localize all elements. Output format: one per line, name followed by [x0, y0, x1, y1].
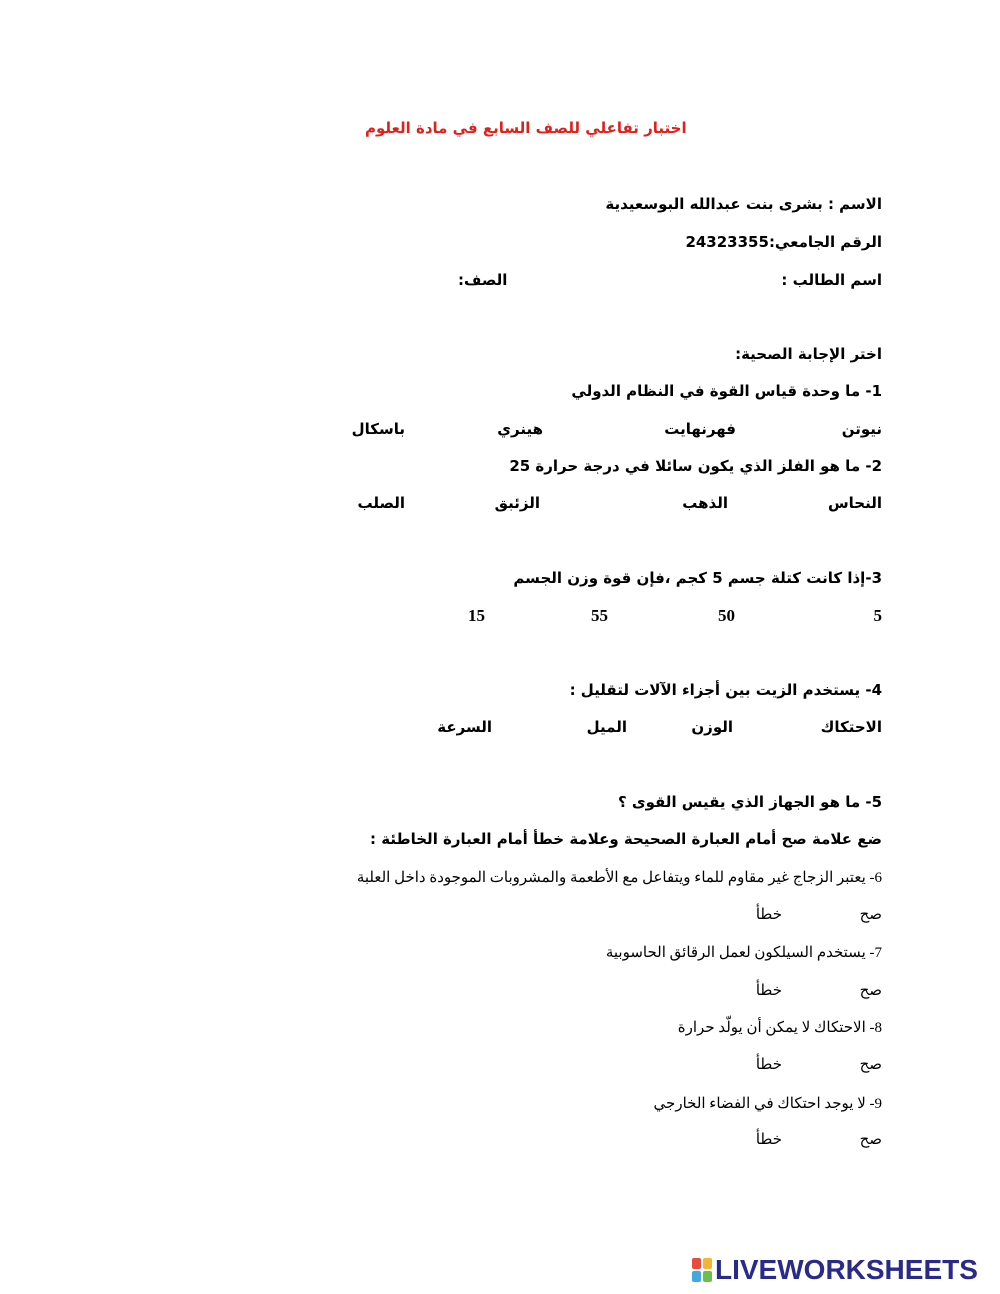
student-name-label: اسم الطالب : [781, 271, 882, 289]
section-choose-title: اختر الإجابة الصحية: [735, 345, 882, 363]
liveworksheets-logo [692, 1255, 978, 1285]
q3-option-4[interactable]: 15 [468, 606, 485, 625]
q4-option-1[interactable]: الاحتكاك [820, 718, 882, 736]
q1-option-4[interactable]: باسكال [351, 420, 405, 438]
liveworksheets-wordmark: LIVEWORKSHEETS [715, 1254, 978, 1285]
tf-7-true[interactable]: صح [859, 981, 882, 999]
question-2: 2- ما هو الفلز الذي يكون سائلا في درجة حرارة 25 [509, 457, 882, 475]
tf-statement-9: 9- لا يوجد احتكاك في الفضاء الخارجي [653, 1096, 882, 1112]
tf-8-true[interactable]: صح [859, 1055, 882, 1073]
tf-6-false[interactable]: خطأ [755, 905, 782, 923]
q3-option-1[interactable]: 5 [873, 606, 882, 625]
university-id: الرقم الجامعي:24323355 [685, 233, 882, 251]
grade-label: الصف: [458, 271, 508, 289]
q2-option-2[interactable]: الذهب [682, 494, 728, 512]
liveworksheets-mark-icon [692, 1258, 712, 1282]
tf-9-true[interactable]: صح [859, 1130, 882, 1148]
q3-option-2[interactable]: 50 [718, 606, 735, 625]
worksheet-title: اختبار تفاعلي للصف السابع في مادة العلوم [365, 119, 687, 137]
tf-8-false[interactable]: خطأ [755, 1055, 782, 1073]
section-true-false-title: ضع علامة صح أمام العبارة الصحيحة وعلامة خطأ أمام العبارة الخاطئة : [370, 830, 882, 848]
question-5: 5- ما هو الجهاز الذي يقيس القوى ؟ [617, 793, 882, 811]
tf-statement-6: 6- يعتبر الزجاج غير مقاوم للماء ويتفاعل مع الأطعمة والمشروبات الموجودة داخل العلبة [356, 870, 882, 886]
q2-option-4[interactable]: الصلب [357, 494, 405, 512]
q4-option-2[interactable]: الوزن [691, 718, 733, 736]
tf-6-true[interactable]: صح [859, 905, 882, 923]
question-1: 1- ما وحدة قياس القوة في النظام الدولي [571, 382, 882, 400]
q1-option-3[interactable]: هينري [497, 420, 543, 438]
q1-option-2[interactable]: فهرنهايت [664, 420, 736, 438]
tf-7-false[interactable]: خطأ [755, 981, 782, 999]
q4-option-3[interactable]: الميل [586, 718, 627, 736]
q1-option-1[interactable]: نيوتن [841, 420, 882, 438]
tf-statement-8: 8- الاحتكاك لا يمكن أن يولّد حرارة [677, 1020, 882, 1036]
tf-9-false[interactable]: خطأ [755, 1130, 782, 1148]
q3-option-3[interactable]: 55 [591, 606, 608, 625]
q4-option-4[interactable]: السرعة [437, 718, 492, 736]
question-3: 3-إذا كانت كتلة جسم 5 كجم ،فإن قوة وزن الجسم [513, 569, 882, 587]
tf-statement-7: 7- يستخدم السيلكون لعمل الرقائق الحاسوبية [605, 945, 882, 961]
author-name: الاسم : بشرى بنت عبدالله البوسعيدية [605, 195, 882, 213]
q2-option-3[interactable]: الزئبق [494, 494, 540, 512]
q2-option-1[interactable]: النحاس [827, 494, 882, 512]
question-4: 4- يستخدم الزيت بين أجزاء الآلات لتقليل : [569, 681, 882, 699]
